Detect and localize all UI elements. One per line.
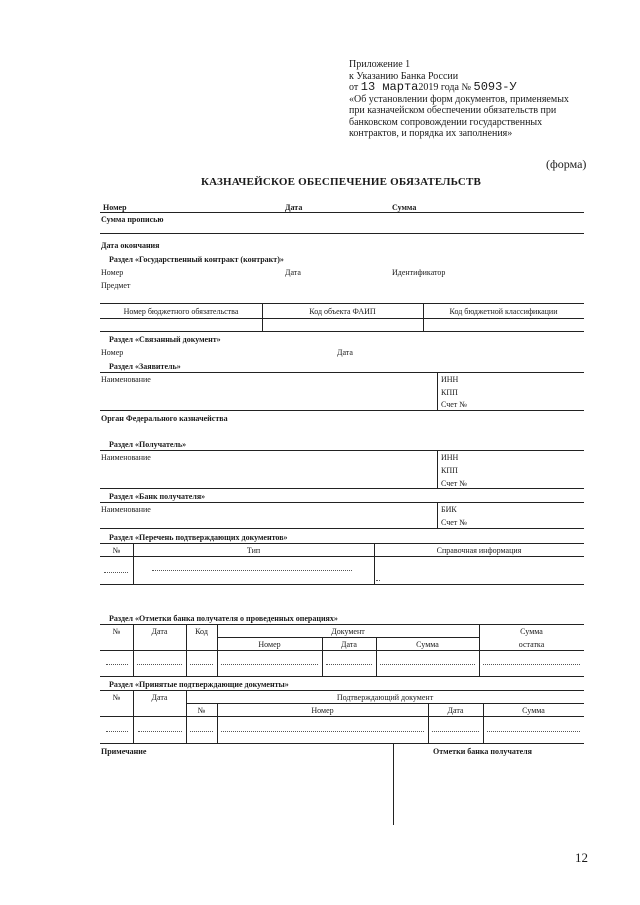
bank-marks-footer-label: Отметки банка получателя bbox=[433, 747, 532, 756]
divider bbox=[100, 372, 584, 373]
accepted-col-sub-date: Дата bbox=[447, 706, 464, 715]
accepted-table-header-bottom bbox=[100, 716, 584, 717]
accepted-table-top bbox=[100, 690, 584, 691]
fill-line bbox=[376, 580, 380, 581]
appendix-line-6: банковском сопровождении государственных bbox=[349, 116, 543, 128]
bank-marks-col-date: Дата bbox=[151, 627, 168, 636]
supporting-table-header-bottom bbox=[100, 556, 584, 557]
bank-marks-col-document: Документ bbox=[331, 627, 365, 636]
contract-col-faip-code: Код объекта ФАИП bbox=[309, 307, 376, 316]
bank-marks-col-doc-sum: Сумма bbox=[416, 640, 439, 649]
page-number: 12 bbox=[575, 850, 588, 865]
contract-subject-label: Предмет bbox=[101, 281, 131, 290]
contract-table-top bbox=[100, 303, 584, 304]
accepted-col-sub-num: № bbox=[197, 706, 206, 715]
end-date-label: Дата окончания bbox=[101, 241, 160, 250]
fill-line bbox=[138, 731, 182, 732]
contract-col-budget-obligation: Номер бюджетного обязательства bbox=[123, 307, 239, 316]
supporting-table-bottom bbox=[100, 584, 584, 585]
supporting-col-reference: Справочная информация bbox=[436, 546, 522, 555]
appendix-year: 2019 года № bbox=[418, 82, 471, 93]
supporting-col-num: № bbox=[112, 546, 121, 555]
bank-marks-col-doc-date: Дата bbox=[341, 640, 357, 649]
appendix-line-2: к Указанию Банка России bbox=[349, 70, 459, 82]
divider bbox=[100, 528, 584, 529]
forma-label: (форма) bbox=[546, 157, 587, 171]
sum-words-label: Сумма прописью bbox=[101, 215, 164, 224]
header-number-label: Номер bbox=[103, 203, 127, 212]
divider bbox=[100, 502, 584, 503]
fill-line bbox=[380, 664, 475, 665]
fill-line bbox=[221, 664, 318, 665]
bank-marks-col-remainder-1: Сумма bbox=[520, 627, 543, 636]
appendix-handwritten-number: 5093-У bbox=[473, 80, 517, 94]
recipient-bank-vline bbox=[437, 502, 438, 528]
treasury-org-label: Орган Федерального казначейства bbox=[101, 414, 228, 423]
applicant-kpp-label: КПП bbox=[441, 388, 458, 397]
divider bbox=[100, 450, 584, 451]
footer-vline bbox=[393, 743, 394, 825]
recipient-account-label: Счет № bbox=[441, 479, 467, 488]
accepted-table-bottom bbox=[100, 743, 584, 744]
fill-line bbox=[221, 731, 424, 732]
accepted-table-sub bbox=[186, 703, 584, 704]
recipient-bank-name-label: Наименование bbox=[101, 505, 151, 514]
recipient-kpp-label: КПП bbox=[441, 466, 458, 475]
header-sum-label: Сумма bbox=[392, 203, 417, 212]
accepted-col-sub-sum: Сумма bbox=[522, 706, 545, 715]
appendix-line-3 bbox=[349, 82, 609, 94]
divider bbox=[100, 233, 584, 234]
recipient-section-title: Раздел «Получатель» bbox=[109, 440, 187, 449]
bank-marks-table-top bbox=[100, 624, 584, 625]
contract-number-label: Номер bbox=[101, 268, 124, 277]
fill-line bbox=[190, 664, 213, 665]
fill-line bbox=[152, 570, 352, 571]
appendix-block bbox=[349, 59, 609, 140]
appendix-line-5: при казначейском обеспечении обязательств при bbox=[349, 105, 557, 116]
bank-marks-col-num: № bbox=[112, 627, 121, 636]
page-title: КАЗНАЧЕЙСКОЕ ОБЕСПЕЧЕНИЕ ОБЯЗАТЕЛЬСТВ bbox=[201, 176, 482, 188]
bank-marks-table-sub bbox=[217, 637, 479, 638]
divider bbox=[100, 212, 584, 213]
contract-section-title: Раздел «Государственный контракт (контракт)» bbox=[109, 255, 284, 264]
applicant-vline bbox=[437, 372, 438, 410]
recipient-bank-section-title: Раздел «Банк получателя» bbox=[109, 492, 206, 501]
fill-line bbox=[487, 731, 580, 732]
applicant-account-label: Счет № bbox=[441, 400, 467, 409]
accepted-col-date: Дата bbox=[151, 693, 168, 702]
accepted-col-confirming: Подтверждающий документ bbox=[336, 693, 434, 702]
recipient-inn-label: ИНН bbox=[441, 453, 459, 462]
applicant-inn-label: ИНН bbox=[441, 375, 459, 384]
bank-marks-table-bottom bbox=[100, 676, 584, 677]
contract-col-budget-classification: Код бюджетной классификации bbox=[449, 307, 558, 316]
linked-doc-section-title: Раздел «Связанный документ» bbox=[109, 335, 221, 344]
appendix-line-4: «Об установлении форм документов, применяемых bbox=[349, 93, 569, 105]
appendix-handwritten-date: 13 марта bbox=[360, 80, 419, 94]
note-label: Примечание bbox=[101, 747, 147, 756]
divider bbox=[100, 410, 584, 411]
fill-line bbox=[483, 664, 580, 665]
fill-line bbox=[432, 731, 479, 732]
recipient-bank-bik-label: БИК bbox=[441, 505, 457, 514]
linked-doc-date-label: Дата bbox=[337, 348, 353, 357]
accepted-col-sub-number: Номер bbox=[311, 706, 334, 715]
linked-doc-number-label: Номер bbox=[101, 348, 124, 357]
recipient-name-label: Наименование bbox=[101, 453, 151, 462]
contract-date-label: Дата bbox=[285, 268, 301, 277]
divider bbox=[100, 488, 584, 489]
accepted-docs-section-title: Раздел «Принятые подтверждающие документы» bbox=[109, 680, 289, 689]
bank-marks-col-doc-number: Номер bbox=[258, 640, 281, 649]
supporting-col-type: Тип bbox=[246, 546, 261, 555]
fill-line bbox=[106, 664, 128, 665]
appendix-line-7: контрактов, и порядка их заполнения» bbox=[349, 128, 513, 139]
appendix-from: от bbox=[349, 82, 359, 93]
contract-table-mid bbox=[100, 318, 584, 319]
supporting-table-top bbox=[100, 543, 584, 544]
appendix-line-1: Приложение 1 bbox=[349, 59, 411, 70]
bank-marks-col-code: Код bbox=[195, 627, 208, 636]
bank-marks-col-remainder-2: остатка bbox=[518, 640, 545, 649]
applicant-name-label: Наименование bbox=[101, 375, 151, 384]
bank-marks-section-title: Раздел «Отметки банка получателя о проведенных операциях» bbox=[109, 614, 338, 623]
applicant-section-title: Раздел «Заявитель» bbox=[109, 362, 181, 371]
fill-line bbox=[190, 731, 213, 732]
fill-line bbox=[326, 664, 372, 665]
fill-line bbox=[106, 731, 128, 732]
fill-line bbox=[104, 572, 128, 573]
header-date-label: Дата bbox=[285, 203, 303, 212]
fill-line bbox=[137, 664, 182, 665]
accepted-col-num: № bbox=[112, 693, 121, 702]
contract-identifier-label: Идентификатор bbox=[392, 268, 446, 277]
recipient-bank-account-label: Счет № bbox=[441, 518, 467, 527]
bank-marks-table-header-bottom bbox=[100, 650, 584, 651]
recipient-vline bbox=[437, 450, 438, 488]
supporting-docs-section-title: Раздел «Перечень подтверждающих документов» bbox=[109, 533, 288, 542]
contract-table-bottom bbox=[100, 331, 584, 332]
